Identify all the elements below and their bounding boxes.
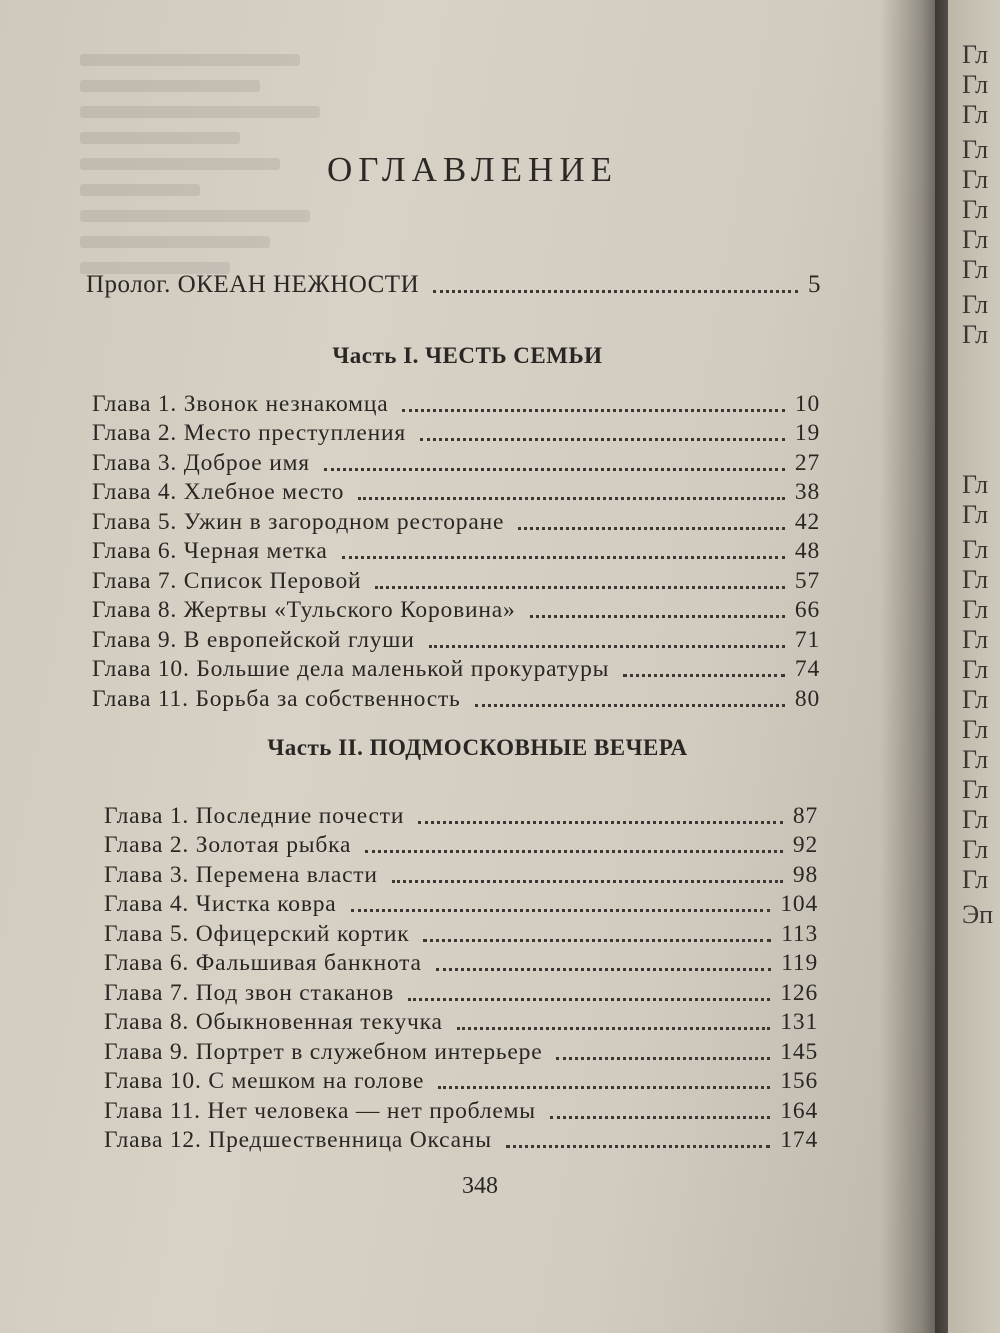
chapter-page: 92 bbox=[792, 832, 818, 858]
right-page-fragment: Гл bbox=[962, 655, 989, 684]
page-curve-shadow bbox=[880, 0, 935, 1333]
chapter-label: Глава 5. Офицерский кортик bbox=[104, 920, 410, 947]
chapter-label: Глава 1. Звонок незнакомца bbox=[92, 390, 389, 417]
chapter-label: Глава 9. В европейской глуши bbox=[92, 626, 415, 653]
page-number: 348 bbox=[462, 1173, 498, 1199]
dot-leader bbox=[506, 1145, 771, 1148]
chapter-page: 126 bbox=[780, 979, 818, 1006]
toc-chapter-entry bbox=[104, 830, 818, 860]
dot-leader bbox=[556, 1057, 770, 1060]
chapter-page: 145 bbox=[780, 1038, 818, 1065]
chapter-label: Глава 6. Фальшивая банкнота bbox=[104, 950, 422, 976]
chapter-label: Глава 4. Чистка ковра bbox=[104, 891, 337, 917]
toc-chapter-entry bbox=[92, 536, 820, 566]
right-page-fragment: Гл bbox=[962, 195, 989, 224]
chapter-page: 164 bbox=[780, 1097, 818, 1124]
toc-chapter-entry bbox=[104, 1007, 818, 1037]
right-page-fragment: Гл bbox=[962, 685, 989, 714]
chapter-label: Глава 6. Черная метка bbox=[92, 538, 328, 564]
toc-chapter-entry bbox=[104, 1095, 818, 1125]
chapter-page: 71 bbox=[794, 626, 820, 653]
dot-leader bbox=[436, 968, 771, 971]
chapter-label: Глава 11. Нет человека — нет проблемы bbox=[104, 1097, 536, 1124]
dot-leader bbox=[342, 556, 785, 559]
right-page-fragment: Эп bbox=[962, 900, 994, 929]
chapter-page: 42 bbox=[794, 508, 820, 535]
right-page-fragment: Гл bbox=[962, 595, 989, 624]
right-page-fragment: Гл bbox=[962, 535, 989, 564]
toc-chapter-entry bbox=[104, 977, 818, 1007]
right-page-fragment: Гл bbox=[962, 565, 989, 594]
book-page-right bbox=[948, 0, 1000, 1333]
right-page-fragment: Гл bbox=[962, 775, 989, 804]
chapter-label: Глава 3. Доброе имя bbox=[92, 449, 310, 476]
right-page-fragment: Гл bbox=[962, 320, 989, 349]
toc-title: ОГЛАВЛЕНИЕ bbox=[327, 150, 618, 189]
chapter-label: Глава 8. Обыкновенная текучка bbox=[104, 1009, 443, 1035]
dot-leader bbox=[365, 850, 783, 853]
chapter-page: 38 bbox=[794, 479, 820, 505]
chapter-page: 131 bbox=[780, 1009, 818, 1035]
chapter-page: 48 bbox=[794, 538, 820, 564]
right-page-fragment: Гл bbox=[962, 290, 989, 319]
chapter-page: 119 bbox=[781, 950, 818, 976]
right-page-fragment: Гл bbox=[962, 865, 989, 894]
dot-leader bbox=[375, 586, 784, 589]
right-page-fragment: Гл bbox=[962, 40, 989, 69]
right-page-fragment: Гл bbox=[962, 835, 989, 864]
chapter-label: Глава 5. Ужин в загородном ресторане bbox=[92, 508, 505, 535]
toc-chapter-entry bbox=[104, 948, 818, 978]
toc-chapter-entry bbox=[104, 1125, 818, 1155]
chapter-page: 104 bbox=[780, 891, 818, 917]
right-page-fragment: Гл bbox=[962, 470, 989, 499]
toc-chapter-entry bbox=[104, 800, 818, 830]
chapter-page: 27 bbox=[794, 449, 820, 476]
chapter-label: Глава 7. Список Перовой bbox=[92, 567, 362, 594]
chapter-label: Глава 3. Перемена власти bbox=[104, 861, 378, 888]
dot-leader bbox=[408, 998, 770, 1001]
toc-chapter-entry bbox=[92, 506, 820, 536]
toc-chapter-entry bbox=[104, 859, 818, 889]
chapter-label: Глава 12. Предшественница Оксаны bbox=[104, 1127, 492, 1153]
right-page-fragment: Гл bbox=[962, 70, 989, 99]
part-2-chapter-list bbox=[104, 800, 818, 1154]
chapter-page: 10 bbox=[794, 390, 820, 417]
chapter-label: Глава 10. С мешком на голове bbox=[104, 1068, 425, 1094]
right-page-fragment: Гл bbox=[962, 225, 989, 254]
dot-leader bbox=[475, 704, 785, 707]
right-page-fragment: Гл bbox=[962, 805, 989, 834]
toc-chapter-entry bbox=[92, 624, 820, 654]
chapter-label: Глава 1. Последние почести bbox=[104, 802, 405, 829]
chapter-page: 174 bbox=[780, 1127, 818, 1153]
right-page-fragment: Гл bbox=[962, 255, 989, 284]
toc-chapter-entry bbox=[92, 654, 820, 684]
chapter-page: 156 bbox=[780, 1068, 818, 1094]
toc-prologue-entry bbox=[86, 265, 821, 299]
dot-leader bbox=[429, 645, 785, 648]
toc-chapter-entry bbox=[92, 565, 820, 595]
toc-chapter-entry bbox=[104, 889, 818, 919]
part-2-title: Часть II. ПОДМОСКОВНЫЕ ВЕЧЕРА bbox=[267, 735, 688, 760]
dot-leader bbox=[438, 1086, 770, 1089]
right-page-fragment: Гл bbox=[962, 165, 989, 194]
chapter-label: Глава 11. Борьба за собственность bbox=[92, 685, 461, 712]
dot-leader bbox=[418, 821, 783, 824]
toc-chapter-entry bbox=[92, 418, 820, 448]
dot-leader bbox=[324, 468, 785, 471]
dot-leader bbox=[358, 497, 785, 500]
part-1-chapter-list bbox=[92, 388, 820, 713]
dot-leader bbox=[351, 909, 771, 912]
chapter-page: 98 bbox=[792, 861, 818, 888]
chapter-page: 66 bbox=[794, 597, 820, 623]
prologue-label: Пролог. ОКЕАН НЕЖНОСТИ bbox=[86, 271, 420, 298]
right-page-fragment: Гл bbox=[962, 500, 989, 529]
dot-leader bbox=[457, 1027, 771, 1030]
dot-leader bbox=[530, 615, 785, 618]
toc-chapter-entry bbox=[92, 447, 820, 477]
chapter-page: 80 bbox=[794, 685, 820, 712]
chapter-label: Глава 2. Место преступления bbox=[92, 420, 406, 446]
chapter-label: Глава 10. Большие дела маленькой прокуратуры bbox=[92, 656, 610, 682]
chapter-label: Глава 9. Портрет в служебном интерьере bbox=[104, 1038, 543, 1065]
toc-chapter-entry bbox=[92, 595, 820, 625]
chapter-page: 113 bbox=[781, 920, 818, 947]
toc-chapter-entry bbox=[104, 1036, 818, 1066]
chapter-page: 57 bbox=[794, 567, 820, 594]
part-1-title: Часть I. ЧЕСТЬ СЕМЬИ bbox=[332, 343, 603, 368]
chapter-label: Глава 4. Хлебное место bbox=[92, 479, 345, 505]
right-page-fragment: Гл bbox=[962, 715, 989, 744]
dot-leader bbox=[518, 527, 785, 530]
prologue-page: 5 bbox=[808, 271, 821, 298]
chapter-page: 19 bbox=[794, 420, 820, 446]
dot-leader bbox=[420, 438, 785, 441]
dot-leader bbox=[423, 939, 771, 942]
toc-chapter-entry bbox=[92, 683, 820, 713]
right-page-fragment: Гл bbox=[962, 100, 989, 129]
chapter-label: Глава 2. Золотая рыбка bbox=[104, 832, 352, 858]
toc-chapter-entry bbox=[104, 1066, 818, 1096]
show-through-text bbox=[80, 40, 340, 380]
chapter-page: 74 bbox=[794, 656, 820, 682]
toc-chapter-entry bbox=[104, 918, 818, 948]
right-page-fragment: Гл bbox=[962, 745, 989, 774]
chapter-label: Глава 8. Жертвы «Тульского Коровина» bbox=[92, 597, 516, 623]
dot-leader bbox=[433, 290, 798, 293]
chapter-label: Глава 7. Под звон стаканов bbox=[104, 979, 394, 1006]
toc-chapter-entry bbox=[92, 477, 820, 507]
dot-leader bbox=[550, 1116, 770, 1119]
toc-chapter-entry bbox=[92, 388, 820, 418]
chapter-page: 87 bbox=[792, 802, 818, 829]
dot-leader bbox=[402, 409, 784, 412]
right-page-fragment: Гл bbox=[962, 625, 989, 654]
dot-leader bbox=[623, 674, 785, 677]
right-page-fragment: Гл bbox=[962, 135, 989, 164]
dot-leader bbox=[392, 880, 783, 883]
